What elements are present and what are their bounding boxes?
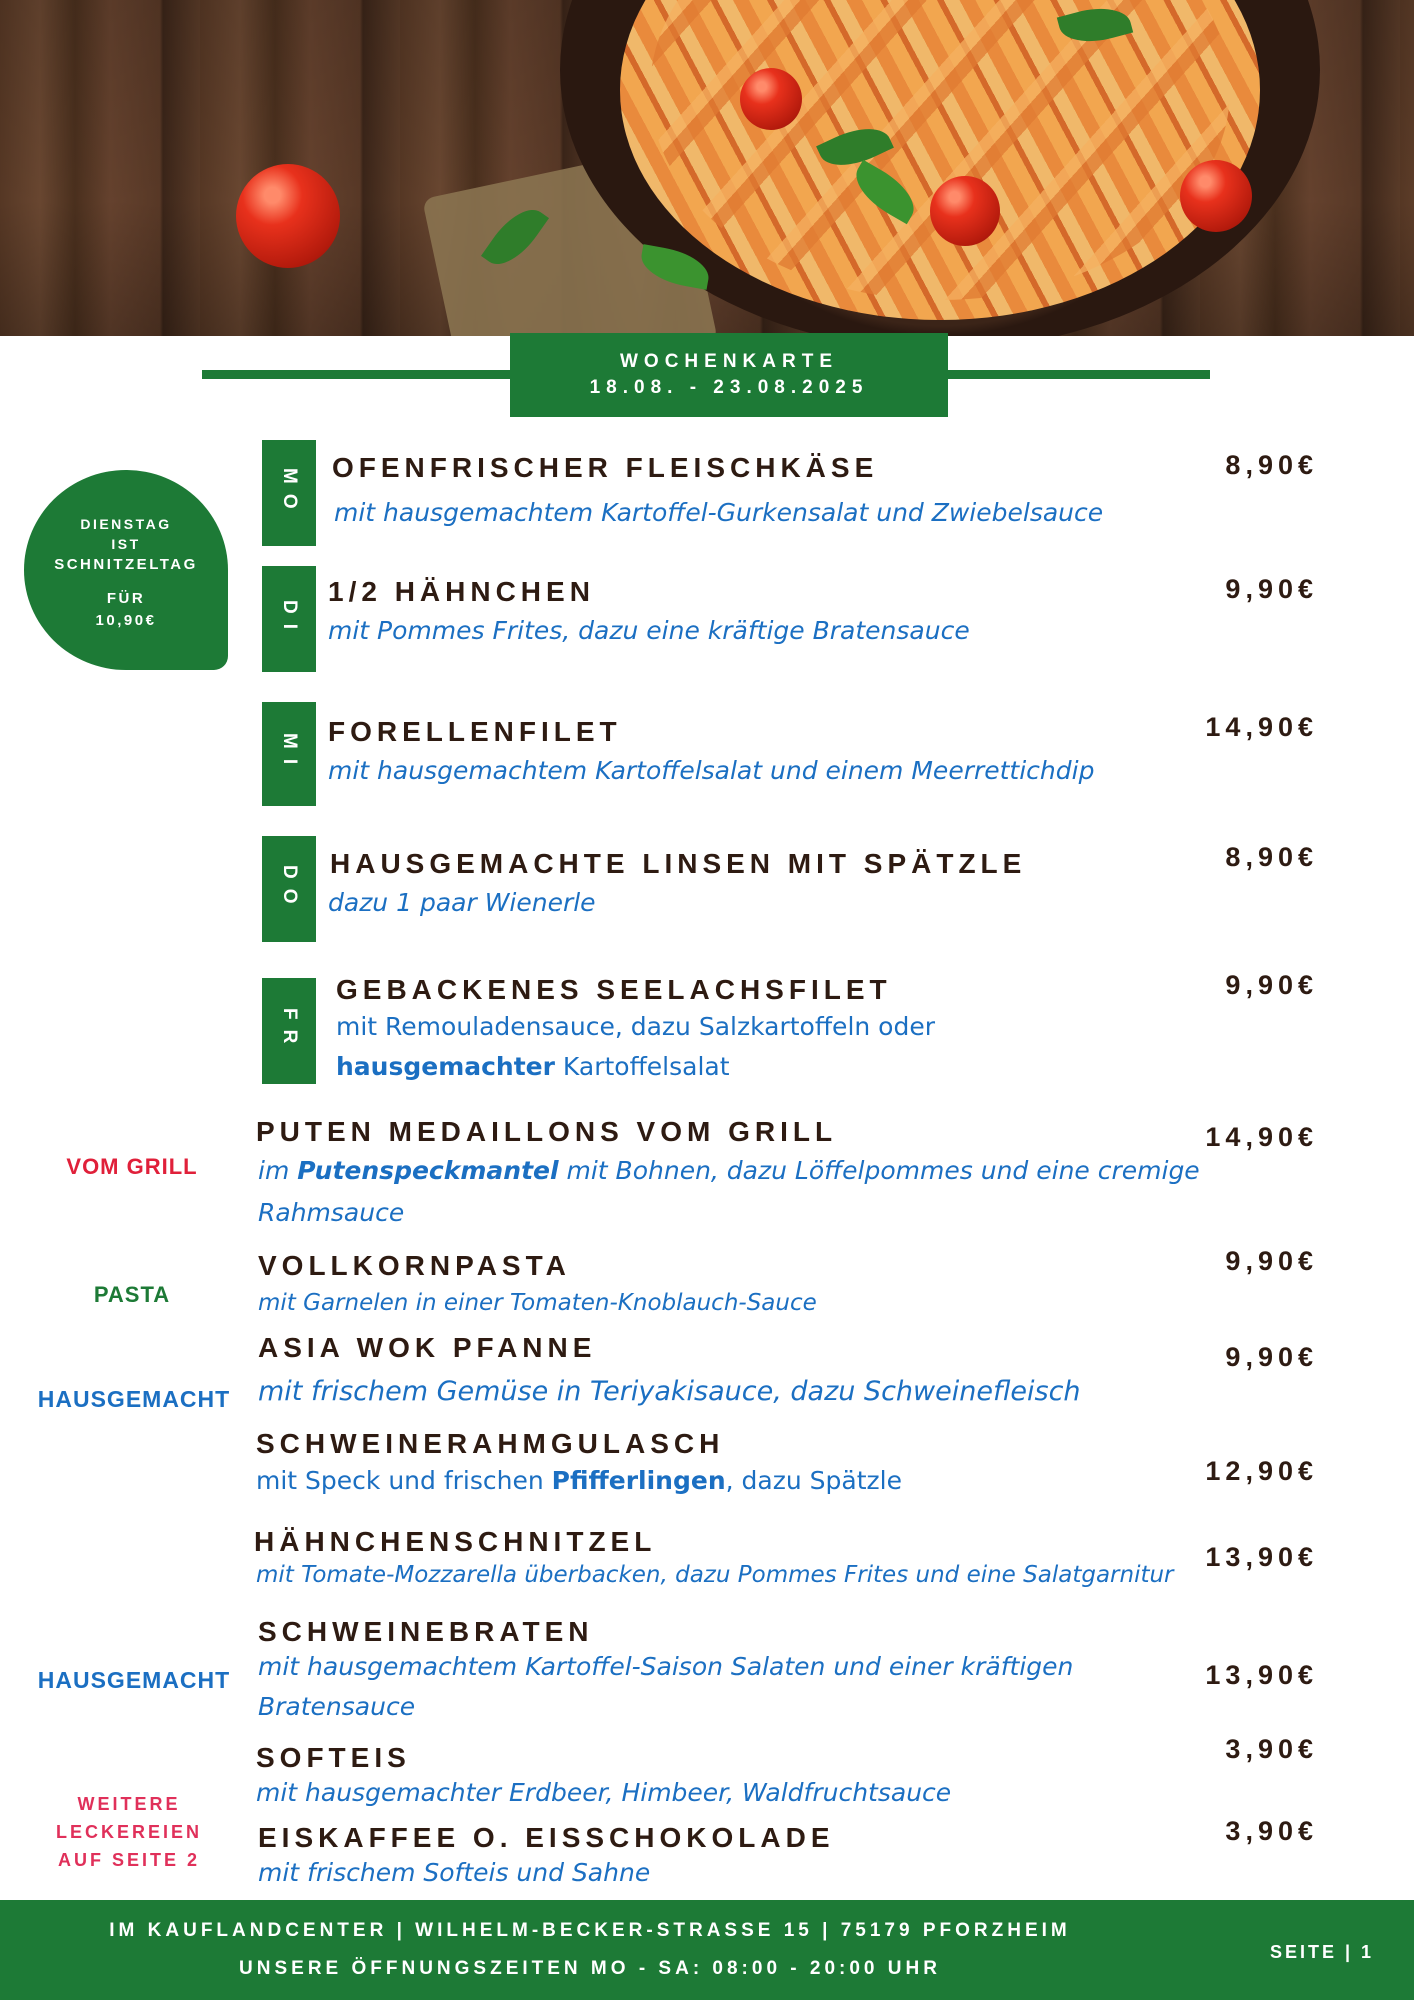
dish-description: mit Pommes Frites, dazu eine kräftige Bratensauce [328,616,970,645]
dish-price: 8,90€ [1225,842,1318,872]
badge-line: SCHNITZELTAG [54,556,198,573]
section-label-hausgemacht: HAUSGEMACHT [37,1667,231,1693]
title-banner [510,333,948,417]
dish-description: mit Tomate-Mozzarella überbacken, dazu Pommes Frites und eine Salatgarnitur [256,1562,1174,1588]
dish-description-line2: Rahmsauce [258,1198,405,1227]
dish-description: dazu 1 paar Wienerle [328,888,596,917]
dish-description: im Putenspeckmantel mit Bohnen, dazu Löffelpommes und eine cremige [258,1156,1200,1185]
badge-price: 10,90€ [95,612,157,629]
day-tab-di: DI [262,566,316,672]
dish-price: 14,90€ [1205,712,1318,742]
dish-price: 9,90€ [1225,574,1318,604]
section-label-vom-grill: VOM GRILL [66,1154,198,1179]
badge-line: DIENSTAG [80,516,172,532]
dish-price: 8,90€ [1225,450,1318,480]
cherry-tomato [740,68,802,130]
dish-name: SOFTEIS [256,1742,411,1773]
cherry-tomato [1180,160,1252,232]
day-tab-mi: MI [262,702,316,806]
dish-price: 12,90€ [1205,1456,1318,1486]
dish-description: mit hausgemachtem Kartoffel-Gurkensalat und Zwiebelsauce [334,498,1104,527]
hero-food-photo [0,0,1414,336]
dish-name: OFENFRISCHER FLEISCHKÄSE [332,452,879,483]
dish-description: mit Speck und frischen Pfifferlingen, dazu Spätzle [256,1466,902,1495]
dish-description: mit Remouladensauce, dazu Salzkartoffeln oder [336,1012,935,1041]
dish-description: mit Garnelen in einer Tomaten-Knoblauch-Sauce [258,1290,817,1316]
day-tab-mo: MO [262,440,316,546]
section-label-pasta: PASTA [93,1282,171,1307]
dish-price: 13,90€ [1205,1660,1318,1690]
dish-name: SCHWEINEBRATEN [258,1616,594,1647]
dish-name: EISKAFFEE O. EISSCHOKOLADE [258,1822,835,1853]
dish-description: mit hausgemachter Erdbeer, Himbeer, Waldfruchtsauce [256,1778,952,1807]
dish-price: 13,90€ [1205,1542,1318,1572]
dish-name: 1/2 HÄHNCHEN [328,576,595,607]
dish-price: 9,90€ [1225,1246,1318,1276]
page-title: WOCHENKARTE [620,351,838,372]
dish-description: mit hausgemachtem Kartoffel-Saison Salaten und einer kräftigen [258,1652,1074,1681]
dish-name: GEBACKENES SEELACHSFILET [336,974,892,1005]
dish-description: mit frischem Softeis und Sahne [258,1858,651,1887]
cherry-tomato [930,176,1000,246]
tomato [236,164,340,268]
dish-price: 9,90€ [1225,970,1318,1000]
schnitzeltag-badge [24,470,228,670]
dish-price: 9,90€ [1225,1342,1318,1372]
dish-name: PUTEN MEDAILLONS VOM GRILL [256,1116,838,1147]
date-range: 18.08. - 23.08.2025 [589,377,869,398]
dish-name: VOLLKORNPASTA [258,1250,571,1281]
dish-price: 3,90€ [1225,1816,1318,1846]
footer [0,1900,1414,2000]
badge-line: FÜR [106,590,146,607]
day-tab-do: DO [262,836,316,942]
dish-price: 14,90€ [1205,1122,1318,1152]
dish-price: 3,90€ [1225,1734,1318,1764]
dish-description: mit hausgemachtem Kartoffelsalat und einem Meerrettichdip [328,756,1095,785]
dish-name: FORELLENFILET [328,716,622,747]
dish-description-line2: hausgemachter Kartoffelsalat [336,1052,730,1081]
dish-name: SCHWEINERAHMGULASCH [256,1428,725,1459]
dish-name: HAUSGEMACHTE LINSEN MIT SPÄTZLE [330,848,1027,879]
footer-address: IM KAUFLANDCENTER | WILHELM-BECKER-STRASSE 15 | 75179 PFORZHEIM [109,1920,1071,1941]
more-on-page-2-note: WEITERE LECKEREIEN AUF SEITE 2 [55,1794,202,1870]
day-tab-fr: FR [262,978,316,1084]
dish-name: HÄHNCHENSCHNITZEL [254,1526,657,1557]
dish-name: ASIA WOK PFANNE [258,1332,597,1363]
footer-opening-hours: UNSERE ÖFFNUNGSZEITEN MO - SA: 08:00 - 20:00 UHR [239,1958,941,1979]
badge-line: IST [111,536,141,552]
dish-description-line2: Bratensauce [258,1692,416,1721]
page-number: SEITE | 1 [1269,1942,1374,1962]
section-label-hausgemacht: HAUSGEMACHT [37,1386,231,1412]
dish-description: mit frischem Gemüse in Teriyakisauce, dazu Schweinefleisch [258,1376,1081,1407]
